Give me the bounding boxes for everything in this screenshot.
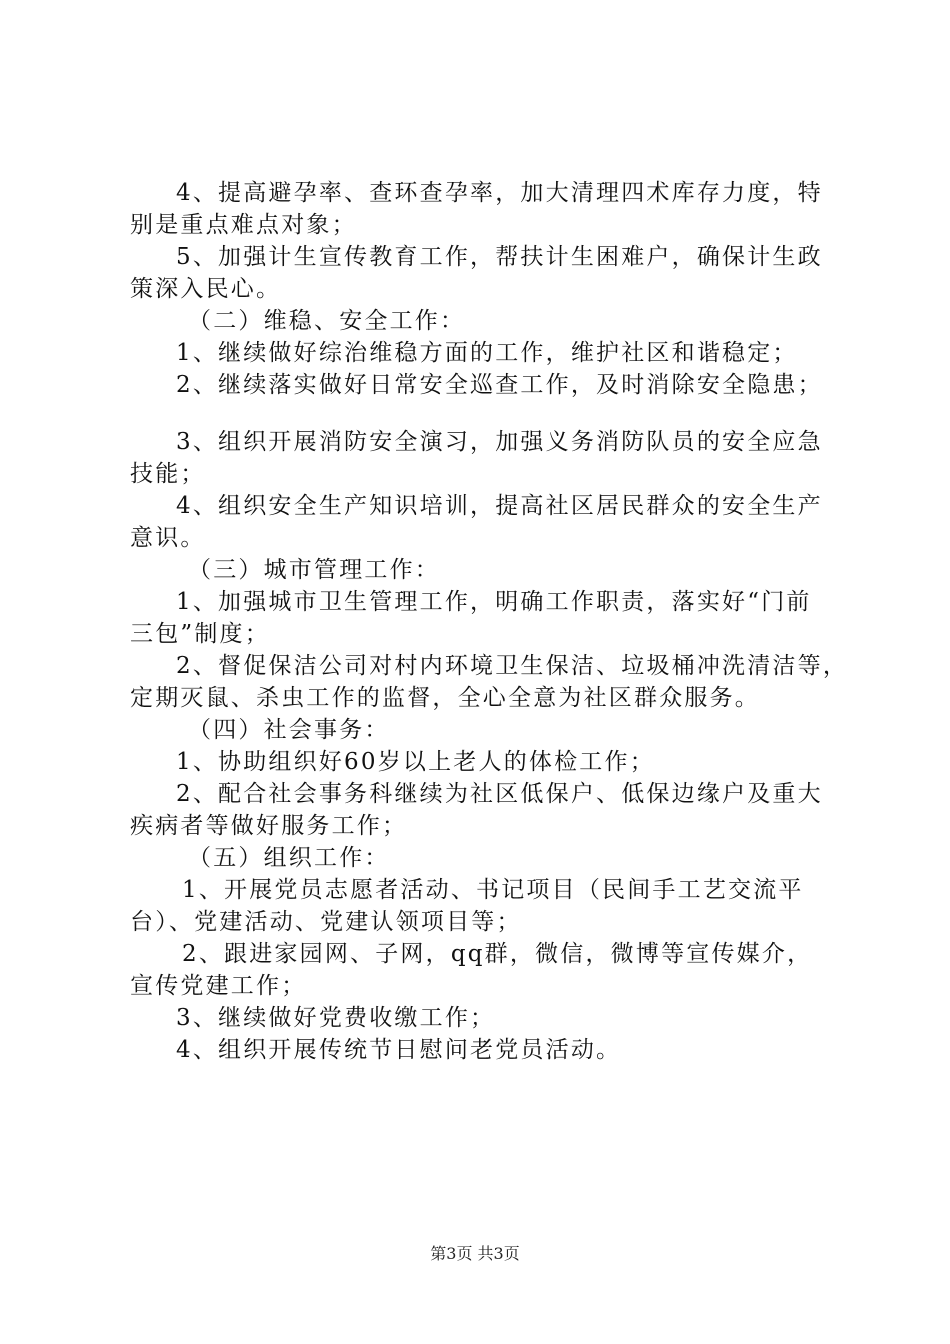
- section-heading: （四）社会事务：: [188, 717, 390, 743]
- paragraph-line: 台）、党建活动、党建认领项目等；: [130, 909, 522, 935]
- paragraph-line: 三包”制度；: [130, 621, 270, 647]
- paragraph-line: 意识。: [130, 525, 206, 551]
- paragraph-line: 1、开展党员志愿者活动、书记项目（民间手工艺交流平: [182, 877, 804, 903]
- paragraph-line: 策深入民心。: [130, 276, 282, 302]
- paragraph-line: 3、继续做好党费收缴工作；: [176, 1005, 496, 1031]
- paragraph-line: 定期灭鼠、杀虫工作的监督，全心全意为社区群众服务。: [130, 685, 760, 711]
- page-number-footer: 第3页 共3页: [430, 1244, 520, 1263]
- paragraph-line: 技能；: [130, 461, 206, 487]
- paragraph-line: 4、组织安全生产知识培训，提高社区居民群众的安全生产: [176, 493, 823, 519]
- paragraph-line: 疾病者等做好服务工作；: [130, 813, 408, 839]
- paragraph-line: 3、组织开展消防安全演习，加强义务消防队员的安全应急: [176, 429, 823, 455]
- paragraph-line: 5、加强计生宣传教育工作，帮扶计生困难户，确保计生政: [176, 244, 823, 270]
- paragraph-line: 宣传党建工作；: [130, 973, 307, 999]
- paragraph-line: 1、继续做好综治维稳方面的工作，维护社区和谐稳定；: [176, 340, 798, 366]
- section-heading: （二）维稳、安全工作：: [188, 308, 466, 334]
- paragraph-line: 2、跟进家园网、子网，qq群，微信，微博等宣传媒介，: [182, 941, 813, 967]
- paragraph-line: 2、督促保洁公司对村内环境卫生保洁、垃圾桶冲洗清洁等，: [176, 653, 849, 679]
- paragraph-line: 1、加强城市卫生管理工作，明确工作职责，落实好“门前: [176, 589, 812, 615]
- section-heading: （三）城市管理工作：: [188, 557, 440, 583]
- paragraph-line: 1、协助组织好60岁以上老人的体检工作；: [176, 749, 655, 775]
- paragraph-line: 4、提高避孕率、查环查孕率，加大清理四术库存力度，特: [176, 180, 823, 206]
- paragraph-line: 2、继续落实做好日常安全巡查工作，及时消除安全隐患；: [176, 372, 823, 398]
- section-heading: （五）组织工作：: [188, 845, 390, 871]
- paragraph-line: 2、配合社会事务科继续为社区低保户、低保边缘户及重大: [176, 781, 823, 807]
- paragraph-line: 4、组织开展传统节日慰问老党员活动。: [176, 1037, 622, 1063]
- paragraph-line: 别是重点难点对象；: [130, 212, 357, 238]
